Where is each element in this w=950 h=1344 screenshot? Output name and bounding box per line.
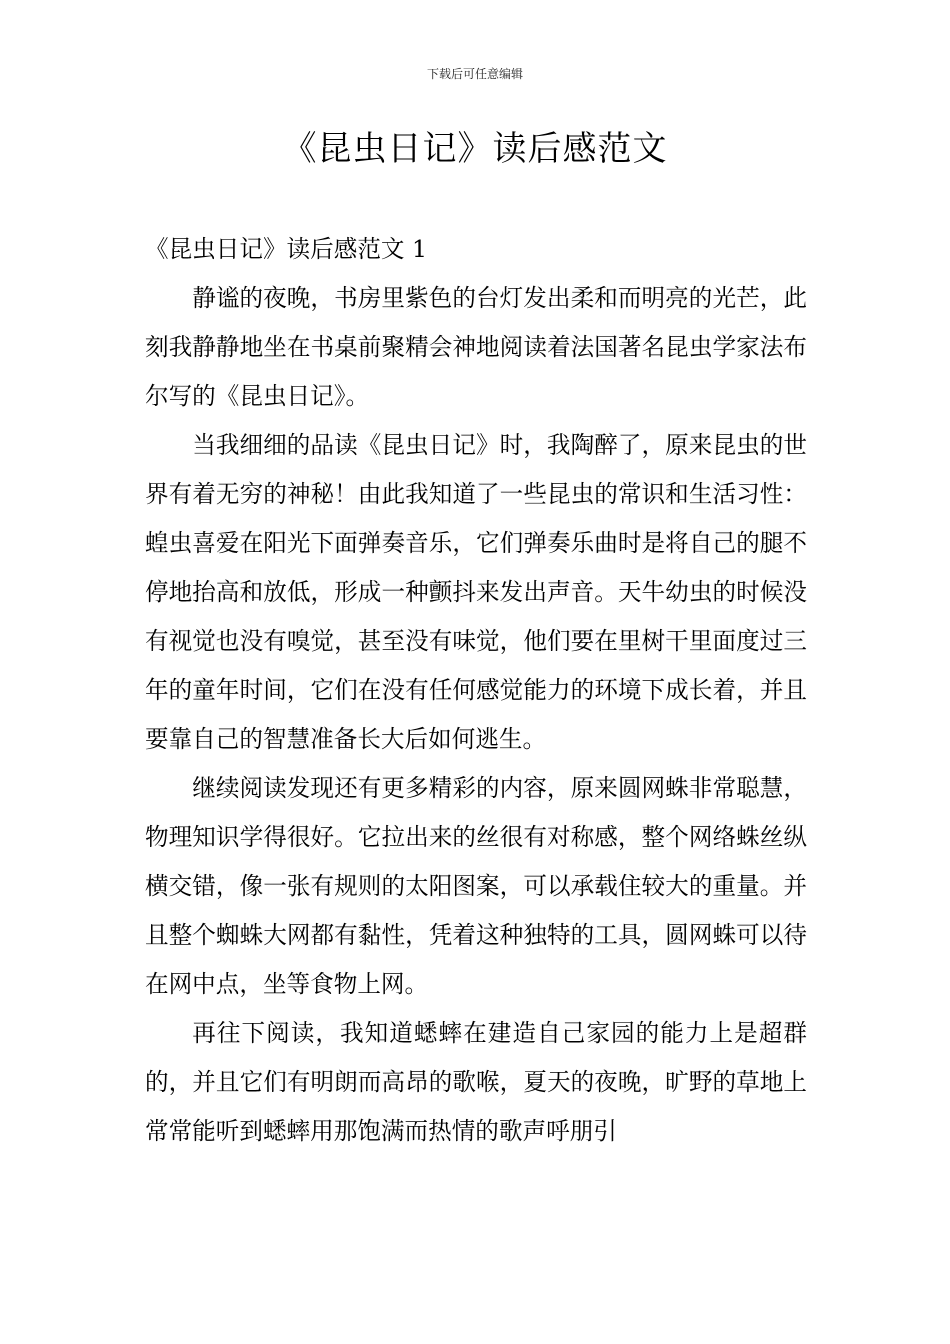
body-paragraph: 当我细细的品读《昆虫日记》时，我陶醉了，原来昆虫的世界有着无穷的神秘！由此我知道了一些昆虫的常识和生活习性：蝗虫喜爱在阳光下面弹奏音乐，它们弹奏乐曲时是将自己的腿不停地抬高和放低，形成一种颤抖来发出声音。天牛幼虫的时候没有视觉也没有嗅觉，甚至没有味觉，他们要在里树干里面度过三年的童年时间，它们在没有任何感觉能力的环境下成长着，并且要靠自己的智慧准备长大后如何逃生。 [145,431,807,753]
body-paragraph: 静谧的夜晚，书房里紫色的台灯发出柔和而明亮的光芒，此刻我静静地坐在书桌前聚精会神地阅读着法国著名昆虫学家法布尔写的《昆虫日记》。 [145,284,807,410]
document-body [145,225,807,1156]
document-title: 《昆虫日记》读后感范文 [282,129,668,169]
body-paragraph: 再往下阅读，我知道蟋蟀在建造自己家园的能力上是超群的，并且它们有明朗而高昂的歌喉，夏天的夜晚，旷野的草地上常常能听到蟋蟀用那饱满而热情的歌声呼朋引 [145,1019,807,1145]
body-paragraph: 继续阅读发现还有更多精彩的内容，原来圆网蛛非常聪慧，物理知识学得很好。它拉出来的丝很有对称感，整个网络蛛丝纵横交错，像一张有规则的太阳图案，可以承载住较大的重量。并且整个蜘蛛大网都有黏性，凭着这种独特的工具，圆网蛛可以待在网中点，坐等食物上网。 [145,774,807,998]
section-heading: 《昆虫日记》读后感范文 1 [145,235,428,263]
header-note: 下载后可任意编辑 [426,67,523,81]
